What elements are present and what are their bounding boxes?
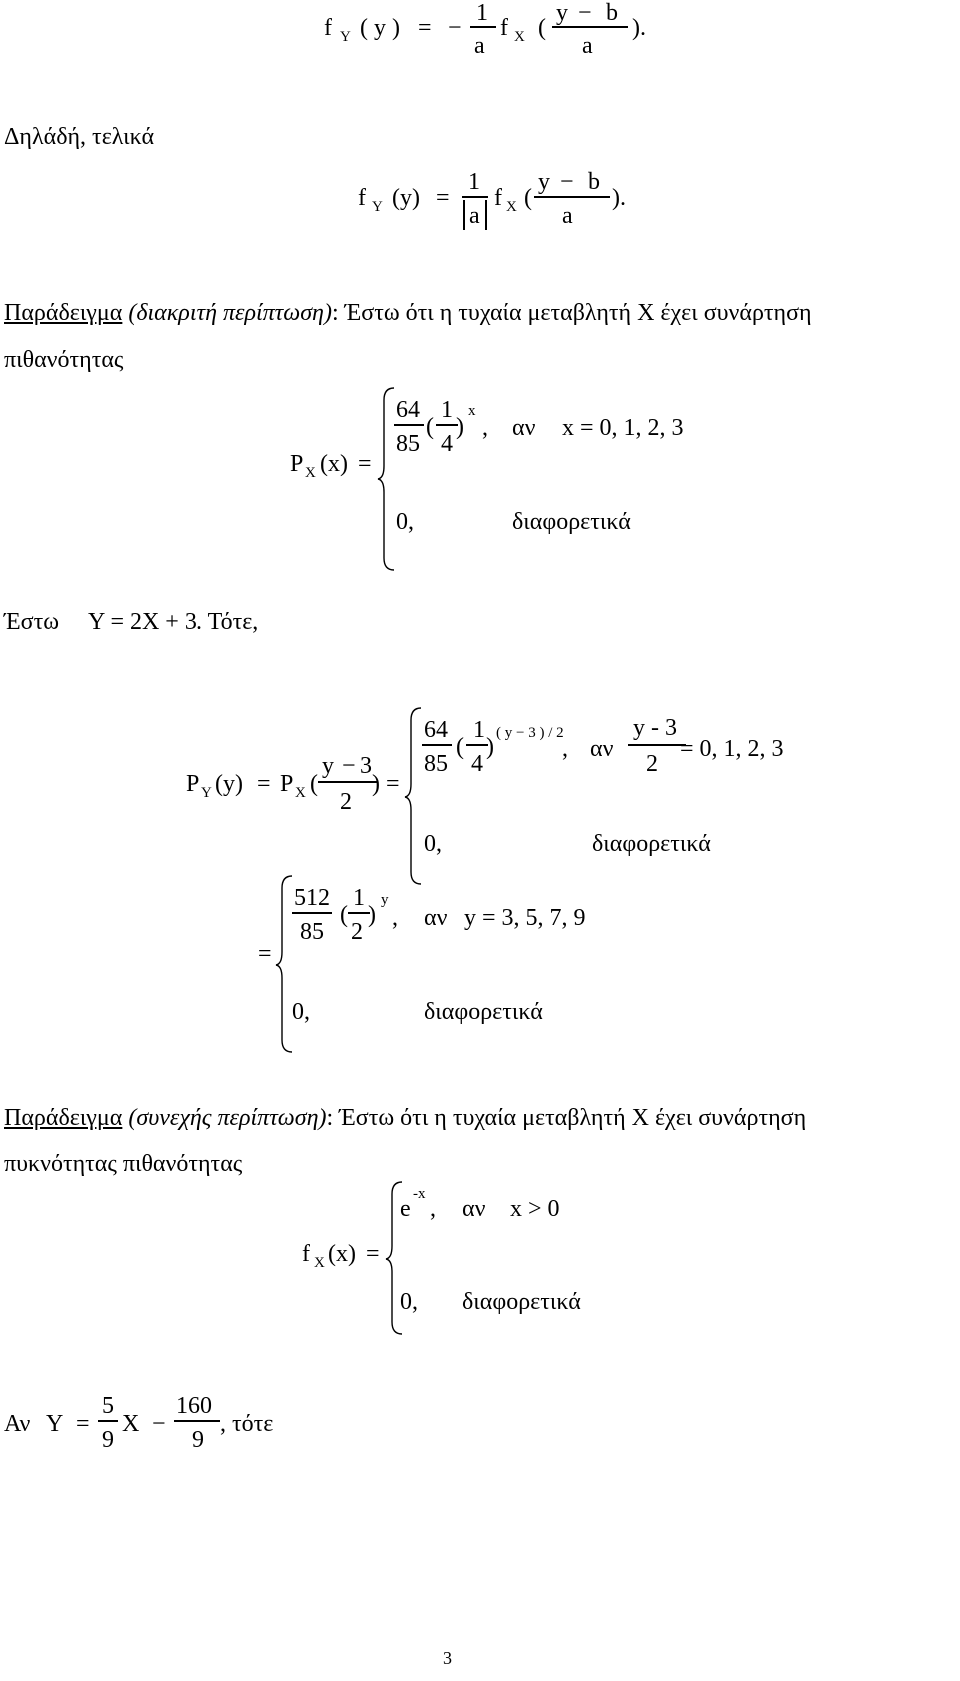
- eq1-close: ).: [632, 15, 646, 41]
- eq2-b: b: [588, 169, 600, 195]
- pdfx-arg: (x): [328, 1241, 356, 1267]
- eq1-frac2-bar: [552, 26, 628, 28]
- let-y-tote: . Τότε,: [196, 609, 259, 635]
- example2-text-line2: πυκνότητας πιθανότητας: [4, 1151, 243, 1177]
- pmfy-frac-bar: [318, 781, 378, 783]
- pmfy-lp: (: [456, 734, 464, 760]
- eq2-equals: =: [436, 185, 450, 211]
- pmfy-85: 85: [424, 751, 448, 777]
- example1-text-line1: [4, 301, 812, 325]
- pmfy-sub2: X: [295, 785, 306, 801]
- pmfx-85: 85: [396, 431, 420, 457]
- pmfy-P: P: [186, 771, 200, 797]
- page-number: 3: [443, 1648, 452, 1668]
- pdfx-otherwise: διαφορετικά: [462, 1289, 581, 1315]
- pmfy-exp: ( y − 3 ) / 2: [496, 725, 564, 741]
- last-X: X: [122, 1411, 140, 1437]
- eq2-arg: (y): [392, 185, 420, 211]
- last-n1: 5: [102, 1393, 114, 1419]
- pdfx-eq: =: [366, 1241, 380, 1267]
- text-finally: Δηλάδή, τελικά: [4, 124, 155, 150]
- last-tote: , τότε: [220, 1411, 274, 1437]
- pdfx-zero: 0,: [400, 1289, 418, 1315]
- pmfy2-512: 512: [294, 885, 330, 911]
- eq2-y: y: [538, 169, 550, 195]
- pmfx-exp: x: [468, 403, 476, 419]
- example1-label: Παράδειγμα: [4, 300, 123, 326]
- pmfx-bar1: [394, 424, 424, 426]
- pmfy2-eq: =: [258, 941, 272, 967]
- eq1-equals: =: [418, 15, 432, 41]
- pmfy2-two: 2: [351, 919, 363, 945]
- eq2-frac2-den: a: [562, 203, 573, 229]
- example1-text: : Έστω ότι η τυχαία μεταβλητή X έχει συνάρτηση: [331, 300, 812, 326]
- eq1-frac-num: 1: [476, 0, 488, 26]
- pmfx-four: 4: [441, 431, 453, 457]
- pmfy-brace: [405, 706, 425, 886]
- pmfy-open: (: [310, 771, 318, 797]
- pmfy-ynum: y - 3: [633, 715, 677, 741]
- eq2-open: (: [524, 185, 532, 211]
- pmfy2-zero: 0,: [292, 999, 310, 1025]
- pdfx-sub: X: [314, 1255, 325, 1271]
- pdfx-exp: -x: [413, 1186, 426, 1202]
- pmfx-brace: [378, 386, 398, 572]
- pmfy-four: 4: [471, 751, 483, 777]
- last-Y: Y: [46, 1411, 64, 1437]
- eq1-open: (: [538, 15, 546, 41]
- pmfy-arg: (y): [215, 771, 243, 797]
- pmfy-comma: ,: [562, 736, 568, 762]
- pmfy-two: 2: [340, 789, 352, 815]
- eq1-minus: −: [448, 15, 462, 41]
- pmfx-arg: (x): [320, 451, 348, 477]
- eq1-frac-bar: [470, 26, 496, 28]
- last-an: Αν: [4, 1411, 31, 1437]
- eq2-abs-right: [485, 200, 487, 230]
- pmfy2-one: 1: [353, 885, 365, 911]
- last-d1: 9: [102, 1427, 114, 1453]
- last-minus: −: [152, 1411, 166, 1437]
- pmfy-rp: ): [486, 734, 494, 760]
- pmfx-equals: =: [358, 451, 372, 477]
- let-y-esto: Έστω: [4, 609, 60, 635]
- eq2-sub-y: Y: [372, 199, 383, 215]
- pmfy-three: 3: [360, 753, 372, 779]
- pmfx-an: αν: [512, 415, 536, 441]
- pmfy-bar64: [422, 744, 452, 746]
- eq2-minus: −: [560, 169, 574, 195]
- pmfy2-bar2: [348, 912, 370, 914]
- pmfy2-rp: ): [368, 902, 376, 928]
- pmfy-sub: Y: [201, 785, 212, 801]
- pmfy2-lp: (: [340, 902, 348, 928]
- last-d2: 9: [192, 1427, 204, 1453]
- eq2-rhs-f: f: [494, 185, 502, 211]
- example1-text-line2: πιθανότητας: [4, 347, 124, 373]
- let-y-expr: Y = 2X + 3: [88, 609, 197, 635]
- pmfy-zero: 0,: [424, 831, 442, 857]
- pdfx-comma: ,: [430, 1196, 436, 1222]
- pmfy-close: ): [372, 771, 380, 797]
- eq1-y: y: [556, 0, 568, 26]
- eq1-rhs-sub: X: [514, 29, 525, 45]
- eq2-close: ).: [612, 185, 626, 211]
- eq2-frac-num: 1: [468, 169, 480, 195]
- example1-case: (διακριτή περίπτωση): [128, 300, 332, 326]
- pmfx-lp: (: [426, 414, 434, 440]
- pdfx-f: f: [302, 1241, 310, 1267]
- pmfy-eq: =: [257, 771, 271, 797]
- pmfx-P: P: [290, 451, 304, 477]
- example2-text-line1: [4, 1106, 806, 1130]
- eq1-b: b: [606, 0, 618, 26]
- eq1-minus2: −: [578, 0, 592, 26]
- last-n2: 160: [176, 1393, 212, 1419]
- pdfx-e: e: [400, 1196, 411, 1222]
- pmfy2-exp: y: [381, 892, 389, 908]
- pmfx-otherwise: διαφορετικά: [512, 509, 631, 535]
- eq1-rhs-f: f: [500, 15, 508, 41]
- eq2-frac-den: a: [469, 203, 480, 229]
- pmfx-comma: ,: [482, 415, 488, 441]
- pmfx-one: 1: [441, 397, 453, 423]
- pmfx-bar2: [436, 424, 458, 426]
- pmfy-yden: 2: [646, 751, 658, 777]
- eq2-abs-left: [463, 200, 465, 230]
- eq1-sub-y: Y: [340, 29, 351, 45]
- example2-case: (συνεχής περίπτωση): [128, 1105, 327, 1131]
- pmfx-zero: 0,: [396, 509, 414, 535]
- pmfy2-85: 85: [300, 919, 324, 945]
- last-bar1: [98, 1420, 118, 1422]
- eq2-rhs-sub: X: [506, 199, 517, 215]
- last-eq: =: [76, 1411, 90, 1437]
- pmfy-bar14: [466, 744, 488, 746]
- pmfy-y: y: [322, 753, 334, 779]
- pmfy2-cond: y = 3, 5, 7, 9: [464, 905, 586, 931]
- pmfy-one: 1: [473, 717, 485, 743]
- pmfy-64: 64: [424, 717, 448, 743]
- example2-text: : Έστω ότι η τυχαία μεταβλητή X έχει συνάρτηση: [326, 1105, 807, 1131]
- eq1-frac2-den: a: [582, 33, 593, 59]
- pmfy-otherwise: διαφορετικά: [592, 831, 711, 857]
- pmfy2-bar1: [292, 912, 332, 914]
- eq2-f: f: [358, 185, 366, 211]
- pmfy2-an: αν: [424, 905, 448, 931]
- pmfx-64: 64: [396, 397, 420, 423]
- pdfx-cond: x > 0: [510, 1196, 560, 1222]
- pmfy-minus: −: [342, 753, 356, 779]
- pmfy-P2: P: [280, 771, 294, 797]
- eq2-frac-bar: [462, 196, 488, 198]
- pmfx-rp: ): [456, 414, 464, 440]
- pdfx-an: αν: [462, 1196, 486, 1222]
- pmfx-cond: x = 0, 1, 2, 3: [562, 415, 684, 441]
- pmfy2-brace: [276, 874, 296, 1054]
- pmfy-eq2: =: [386, 771, 400, 797]
- eq1-arg: ( y ): [360, 15, 400, 41]
- pmfy2-otherwise: διαφορετικά: [424, 999, 543, 1025]
- eq2-frac2-bar: [534, 196, 610, 198]
- eq1-frac-den: a: [474, 33, 485, 59]
- pmfy-an: αν: [590, 736, 614, 762]
- pmfy-ybar: [628, 744, 686, 746]
- example2-label: Παράδειγμα: [4, 1105, 123, 1131]
- pmfy2-comma: ,: [392, 905, 398, 931]
- pmfy-cond: = 0, 1, 2, 3: [680, 736, 784, 762]
- pmfx-sub: X: [305, 465, 316, 481]
- eq1-f: f: [324, 15, 332, 41]
- last-bar2: [174, 1420, 220, 1422]
